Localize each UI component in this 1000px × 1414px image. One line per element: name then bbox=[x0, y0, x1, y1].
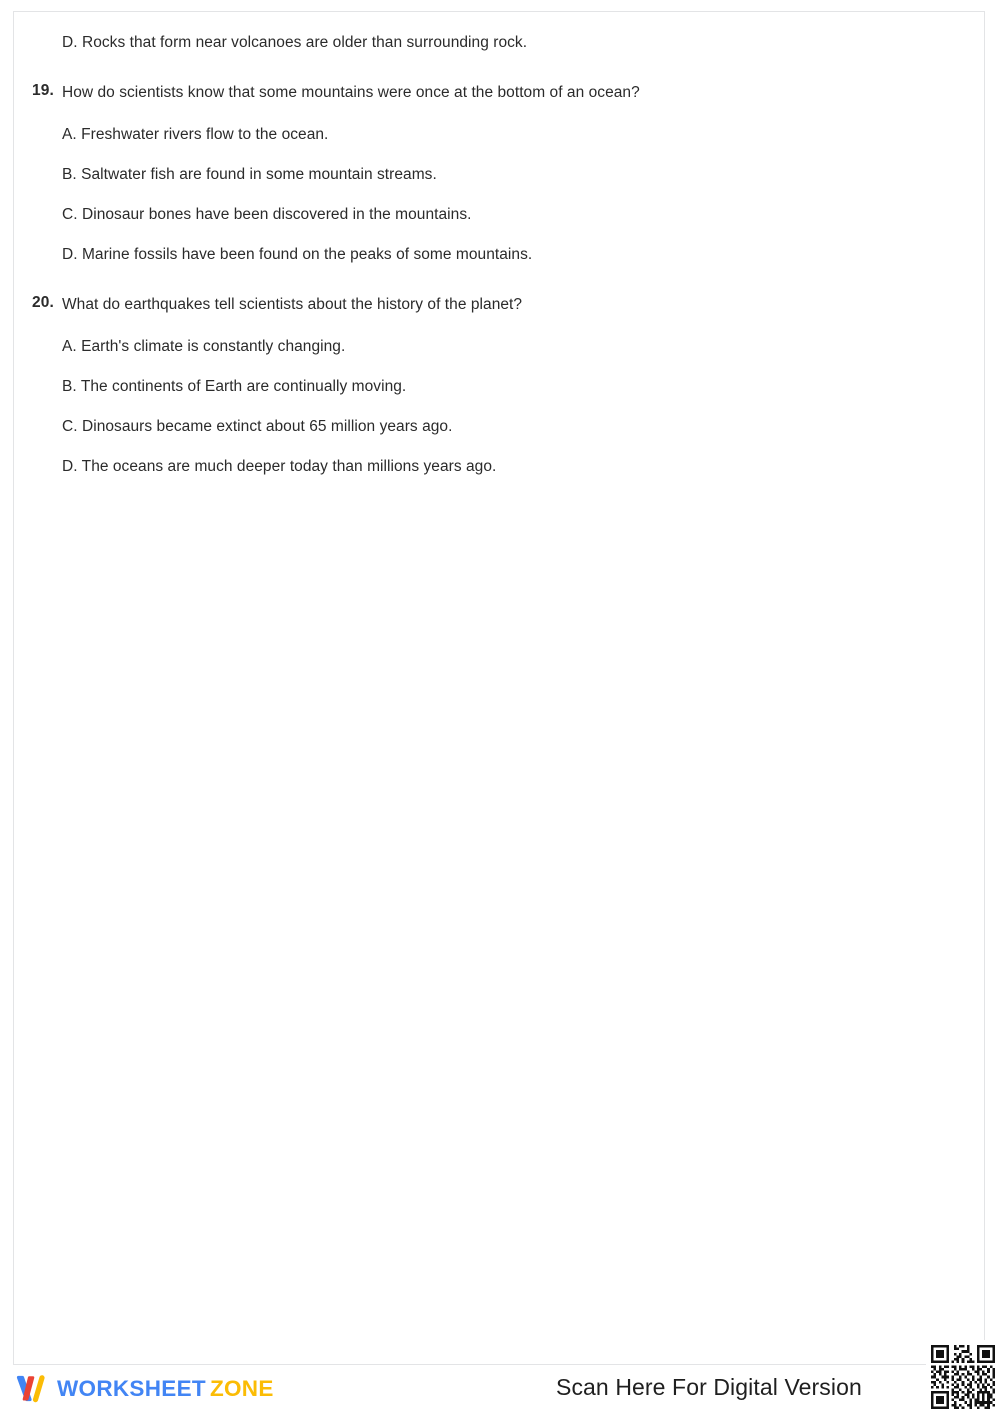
option-row-a[interactable]: A. Earth's climate is constantly changing. bbox=[62, 338, 346, 355]
question-block-19 bbox=[14, 82, 986, 266]
spacer bbox=[14, 398, 986, 416]
spacer bbox=[14, 54, 986, 82]
spacer bbox=[14, 438, 986, 456]
option-row-d[interactable]: D. Marine fossils have been found on the peaks of some mountains. bbox=[62, 246, 533, 263]
spacer bbox=[14, 358, 986, 376]
spacer bbox=[14, 186, 986, 204]
qr-code[interactable] bbox=[926, 1340, 1000, 1414]
worksheet-zone-v-mark-icon bbox=[14, 1372, 48, 1406]
worksheet-page-frame bbox=[13, 11, 985, 1365]
spacer bbox=[14, 106, 986, 124]
option-row-b[interactable]: B. The continents of Earth are continually moving. bbox=[62, 378, 407, 395]
spacer bbox=[14, 226, 986, 244]
option-row-a[interactable]: A. Freshwater rivers flow to the ocean. bbox=[62, 126, 329, 143]
option-row-d[interactable]: D. The oceans are much deeper today than millions years ago. bbox=[62, 458, 497, 475]
logo-wordmark bbox=[57, 1376, 274, 1402]
worksheet-content bbox=[14, 12, 986, 478]
qr-code-icon bbox=[926, 1340, 1000, 1414]
scan-prompt bbox=[556, 1374, 862, 1401]
question-prompt: What do earthquakes tell scientists about the history of the planet? bbox=[62, 296, 523, 313]
option-row-c[interactable]: C. Dinosaur bones have been discovered in the mountains. bbox=[62, 206, 472, 223]
question-number: 19. bbox=[32, 82, 54, 99]
question-block-20 bbox=[14, 294, 986, 478]
worksheet-zone-logo[interactable] bbox=[14, 1372, 274, 1406]
question-header bbox=[14, 294, 986, 318]
page-footer bbox=[0, 1368, 1000, 1414]
spacer bbox=[14, 318, 986, 336]
question-prompt: How do scientists know that some mountains were once at the bottom of an ocean? bbox=[62, 84, 640, 101]
option-row-b[interactable]: B. Saltwater fish are found in some mountain streams. bbox=[62, 166, 437, 183]
spacer bbox=[14, 146, 986, 164]
spacer bbox=[14, 266, 986, 294]
question-number: 20. bbox=[32, 294, 54, 311]
option-row: D. Rocks that form near volcanoes are older than surrounding rock. bbox=[62, 34, 528, 51]
logo-word-zone: ZONE bbox=[209, 1376, 274, 1401]
question-header bbox=[14, 82, 986, 106]
logo-word-worksheet: WORKSHEET bbox=[57, 1376, 206, 1401]
scan-label: Scan Here For Digital Version bbox=[556, 1374, 862, 1400]
option-row-c[interactable]: C. Dinosaurs became extinct about 65 million years ago. bbox=[62, 418, 453, 435]
